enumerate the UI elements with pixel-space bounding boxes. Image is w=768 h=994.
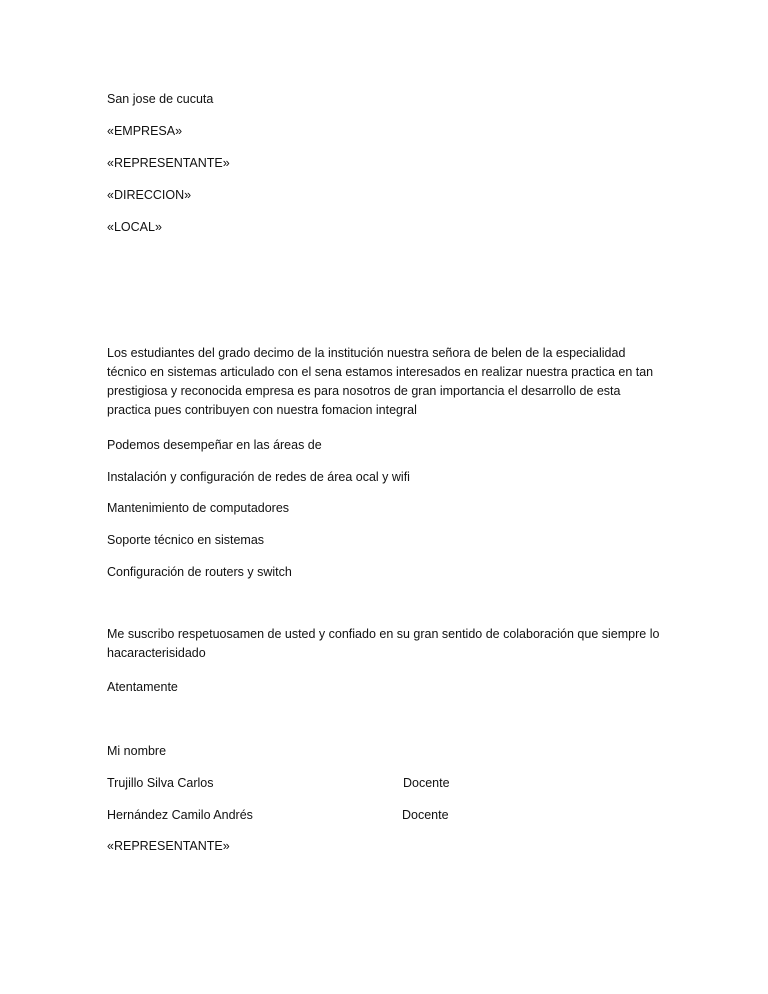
address-merge-field: «DIRECCION»	[107, 188, 192, 202]
farewell: Atentamente	[107, 680, 178, 694]
signature-representative-merge-field: «REPRESENTANTE»	[107, 839, 230, 853]
local-merge-field: «LOCAL»	[107, 220, 162, 234]
signer-role: Docente	[402, 808, 449, 822]
signer-name: Hernández Camilo Andrés	[107, 808, 253, 822]
area-item: Instalación y configuración de redes de área ocal y wifi	[107, 470, 410, 484]
closing-paragraph: Me suscribo respetuosamen de usted y confiado en su gran sentido de colaboración que siempre lo hacaracterisidado	[107, 627, 660, 660]
areas-intro: Podemos desempeñar en las áreas de	[107, 438, 322, 452]
company-merge-field: «EMPRESA»	[107, 124, 183, 138]
area-item: Configuración de routers y switch	[107, 565, 292, 579]
city-line: San jose de cucuta	[107, 92, 214, 106]
area-item: Soporte técnico en sistemas	[107, 533, 265, 547]
intro-paragraph: Los estudiantes del grado decimo de la institución nuestra señora de belen de la especialidad técnico en sistemas articulado con el sena estamos interesados en realizar nuestra practica en tan prestigiosa y reconocida empresa es para nosotros de gran importancia el desarrollo de esta practica pues contribuyen con nuestra fomacion integral	[107, 346, 654, 417]
representative-merge-field: «REPRESENTANTE»	[107, 156, 230, 170]
signer-name: Trujillo Silva Carlos	[107, 776, 214, 790]
signature-label: Mi nombre	[107, 744, 167, 758]
area-item: Mantenimiento de computadores	[107, 501, 290, 515]
signer-role: Docente	[403, 776, 450, 790]
